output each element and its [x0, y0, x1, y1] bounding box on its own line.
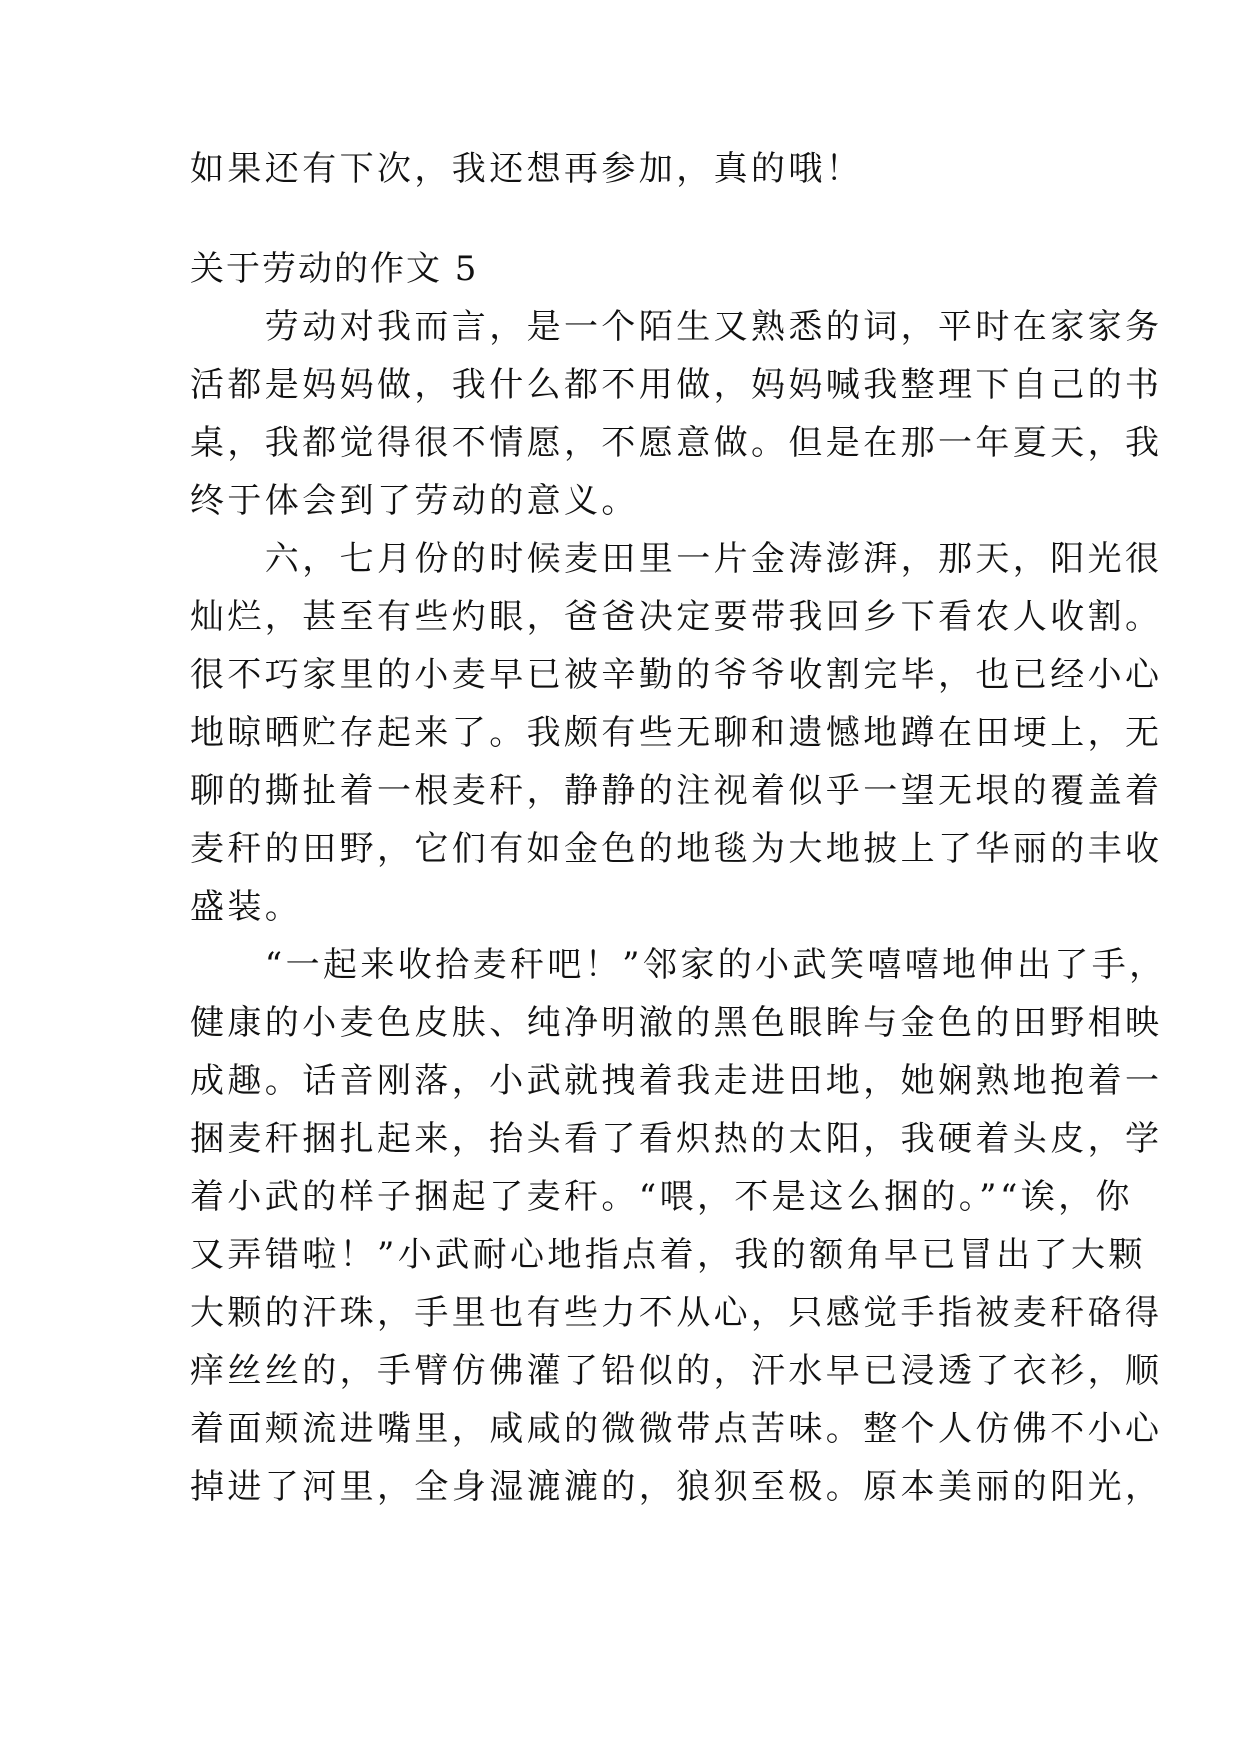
- body-line: 桌，我都觉得很不情愿，不愿意做。但是在那一年夏天，我: [190, 423, 1163, 463]
- body-line: 又弄错啦！”小武耐心地指点着，我的额角早已冒出了大颗: [190, 1235, 1146, 1275]
- body-line: 掉进了河里，全身湿漉漉的，狼狈至极。原本美丽的阳光，: [190, 1467, 1163, 1507]
- body-line: 痒丝丝的，手臂仿佛灌了铅似的，汗水早已浸透了衣衫，顺: [190, 1351, 1163, 1391]
- body-line: 很不巧家里的小麦早已被辛勤的爷爷收割完毕，也已经小心: [190, 655, 1163, 695]
- body-line: 聊的撕扯着一根麦秆，静静的注视着似乎一望无垠的覆盖着: [190, 771, 1163, 811]
- body-line: 成趣。话音刚落，小武就拽着我走进田地，她娴熟地抱着一: [190, 1061, 1163, 1101]
- body-line: 终于体会到了劳动的意义。: [190, 481, 639, 521]
- body-line: 着面颊流进嘴里，咸咸的微微带点苦味。整个人仿佛不小心: [190, 1409, 1163, 1449]
- body-line: 麦秆的田野，它们有如金色的地毯为大地披上了华丽的丰收: [190, 829, 1163, 869]
- body-line: 着小武的样子捆起了麦秆。“喂，不是这么捆的。”“诶，你: [190, 1177, 1133, 1217]
- body-line: “一起来收拾麦秆吧！”邻家的小武笑嘻嘻地伸出了手，: [190, 945, 1167, 985]
- body-line: 大颗的汗珠，手里也有些力不从心，只感觉手指被麦秆硌得: [190, 1293, 1163, 1333]
- body-line: 活都是妈妈做，我什么都不用做，妈妈喊我整理下自己的书: [190, 365, 1163, 405]
- body-line: 盛装。: [190, 887, 303, 927]
- body-line: 地晾晒贮存起来了。我颇有些无聊和遗憾地蹲在田埂上，无: [190, 713, 1163, 753]
- body-line: 健康的小麦色皮肤、纯净明澈的黑色眼眸与金色的田野相映: [190, 1003, 1163, 1043]
- body-line: 捆麦秆捆扎起来，抬头看了看炽热的太阳，我硬着头皮，学: [190, 1119, 1163, 1159]
- closing-line: 如果还有下次，我还想再参加，真的哦！: [190, 149, 864, 189]
- body-line: 劳动对我而言，是一个陌生又熟悉的词，平时在家家务: [190, 307, 1163, 347]
- body-line: 六，七月份的时候麦田里一片金涛澎湃，那天，阳光很: [190, 539, 1163, 579]
- body-line: 灿烂，甚至有些灼眼，爸爸决定要带我回乡下看农人收割。: [190, 597, 1163, 637]
- section-title: 关于劳动的作文 5: [190, 249, 479, 289]
